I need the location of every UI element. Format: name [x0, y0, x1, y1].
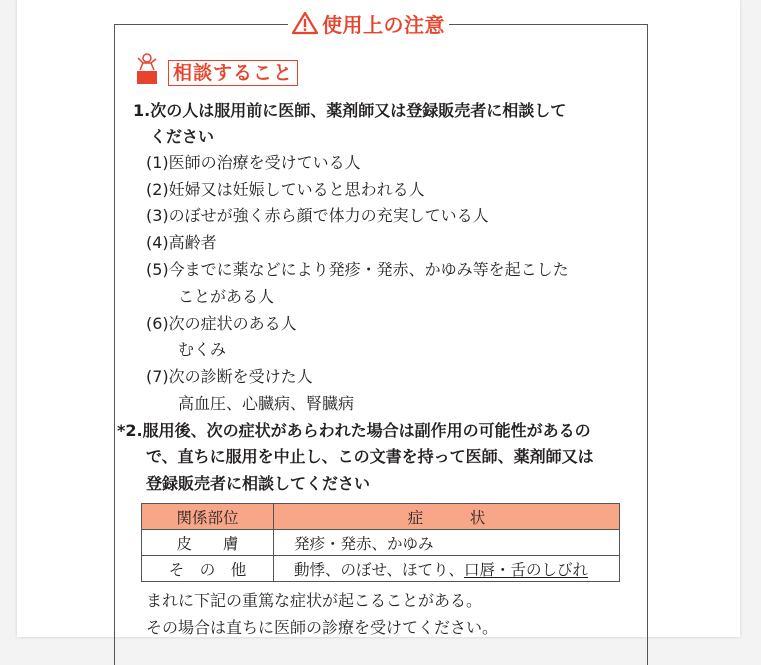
column-header-symptom: 症 状: [274, 504, 620, 530]
table-cell-part: 皮 膚: [142, 530, 274, 556]
symptom-table: [141, 503, 620, 582]
list-item-continuation: ことがある人: [178, 287, 275, 306]
item2-line1: *2.服用後、次の症状があらわれた場合は副作用の可能性があるの: [117, 421, 591, 440]
list-item: (7)次の診断を受けた人: [146, 367, 313, 386]
item2-line2: で、直ちに服用を中止し、この文書を持って医師、薬剤師又は: [146, 447, 594, 466]
column-header-part: 関係部位: [142, 504, 274, 530]
caution-header: [288, 8, 449, 38]
symptom-text-underlined: 口唇・舌のしびれ: [464, 560, 589, 579]
footer-line2: その場合は直ちに医師の診療を受けてください。: [146, 618, 499, 637]
list-item: (3)のぼせが強く赤ら顔で体力の充実している人: [146, 206, 489, 225]
table-cell-part: そ の 他: [142, 556, 274, 582]
section-heading: [134, 52, 298, 86]
list-item: (5)今までに薬などにより発疹・発赤、かゆみ等を起こした: [146, 260, 569, 279]
warning-triangle-icon: [292, 11, 318, 35]
list-item: (1)医師の治療を受けている人: [146, 153, 361, 172]
caution-title: 使用上の注意: [322, 12, 445, 37]
consultation-person-icon: [134, 52, 160, 86]
table-row: [142, 556, 620, 582]
list-item: (2)妊婦又は妊娠していると思われる人: [146, 180, 425, 199]
list-item: (4)高齢者: [146, 233, 217, 252]
table-row: [142, 530, 620, 556]
list-item-detail: むくみ: [178, 340, 227, 359]
item1-line2: ください: [150, 127, 215, 146]
item2-line3: 登録販売者に相談してください: [146, 474, 371, 493]
table-cell-symptom: [274, 556, 620, 582]
table-cell-symptom: 発疹・発赤、かゆみ: [274, 530, 620, 556]
list-item-detail: 高血圧、心臓病、腎臓病: [178, 394, 355, 413]
list-item: (6)次の症状のある人: [146, 314, 297, 333]
item1-line1: 1.次の人は服用前に医師、薬剤師又は登録販売者に相談して: [133, 101, 567, 120]
footer-line1: まれに下記の重篤な症状が起こることがある。: [146, 591, 483, 610]
section-label: 相談すること: [168, 60, 298, 86]
symptom-text: 動悸、のぼせ、ほてり、: [294, 560, 465, 579]
table-header-row: [142, 504, 620, 530]
